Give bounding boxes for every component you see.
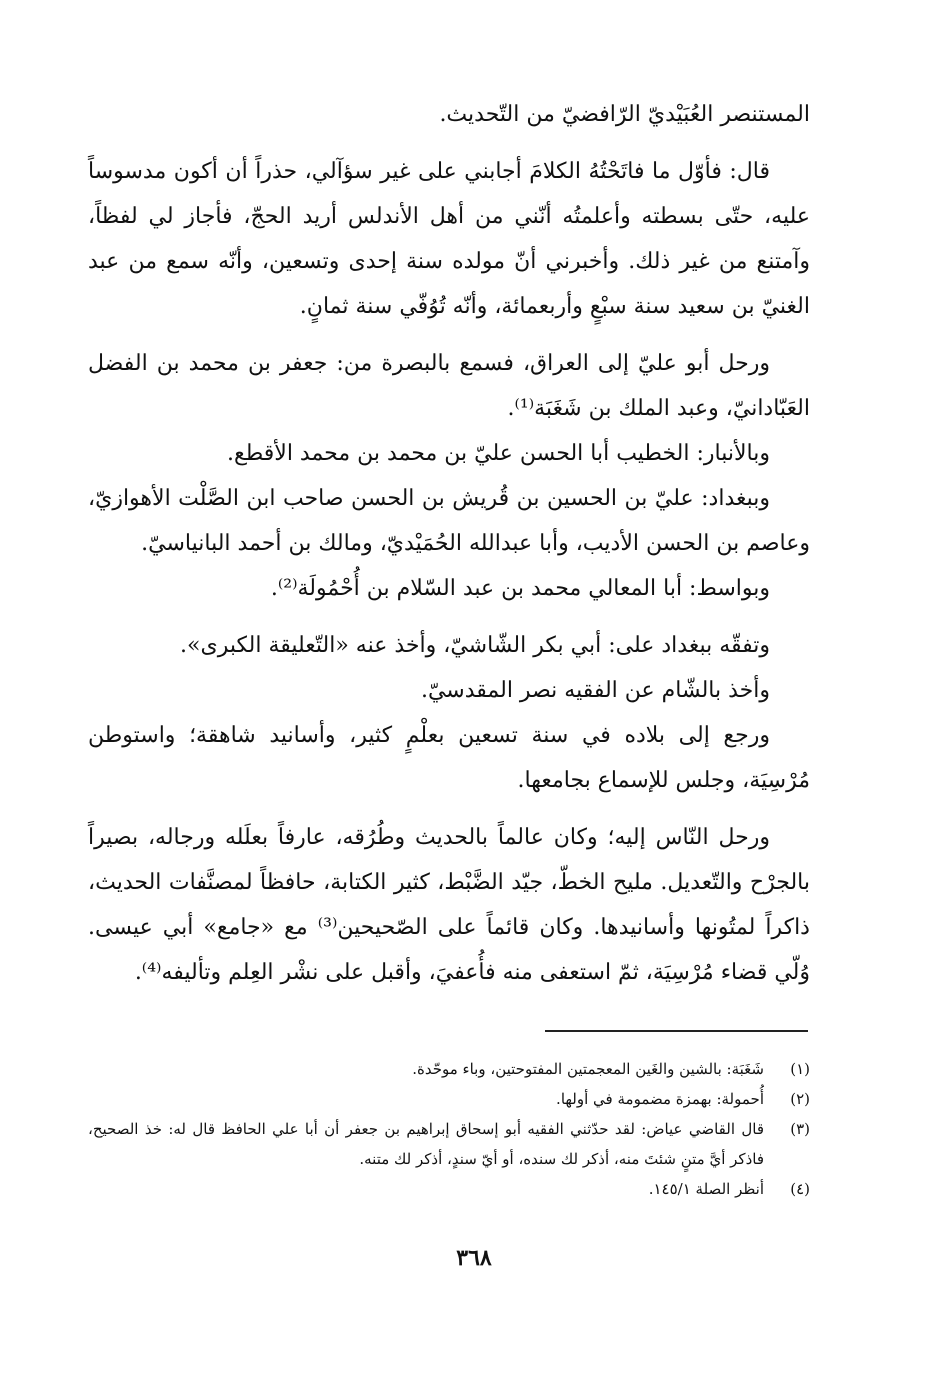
footnote-divider — [545, 1030, 808, 1032]
footnote — [88, 1174, 810, 1204]
footnote-number: (٢) — [790, 1090, 810, 1108]
footnote — [88, 1084, 810, 1114]
paragraph-3: ورحل أبو عليّ إلى العراق، فسمع بالبصرة من: جعفر بن محمد بن الفضل العَبّادانيّ، وعبد الملك بن شَغَبَة⁽¹⁾. — [88, 351, 810, 421]
page-number: ٣٦٨ — [456, 1245, 492, 1271]
paragraph-9: ورجع إلى بلاده في سنة تسعين بعلْمٍ كثير، وأسانيد شاهقة؛ واستوطن مُرْسِيَة، وجلس للإسماع بجامعها. — [88, 723, 810, 793]
paragraph-6: وبواسط: أبا المعالي محمد بن عبد السّلام بن أُحْمُولَة⁽²⁾. — [270, 576, 770, 601]
main-text — [88, 92, 810, 995]
footnote-number: (٣) — [790, 1120, 810, 1138]
footnote — [88, 1054, 810, 1084]
footnote-text: أُحمولة: بهمزة مضمومة في أولها. — [556, 1090, 764, 1108]
footnote-text: شَغَبَة: بالشين والغَين المعجمتين المفتوحتين، وباء موحّدة. — [412, 1060, 764, 1078]
paragraph-5: وببغداد: عليّ بن الحسين بن قُريش بن الحسن صاحب ابن الصَّلْت الأهوازيّ، وعاصم بن الحسن الأديب، وأبا عبدالله الحُمَيْديّ، ومالك بن أحمد البانياسيّ. — [88, 486, 810, 556]
footnote-text: قال القاضي عياض: لقد حدّثني الفقيه أبو إسحاق إبراهيم بن جعفر أن أبا علي الحافظ قال له: خذ الصحيح، فاذكر أيَّ متنٍ شئتَ منه، أذكر لك سنده، أو أيّ سندٍ، أذكر لك متنه. — [88, 1120, 764, 1168]
paragraph-4: وبالأنبار: الخطيب أبا الحسن عليّ بن محمد بن محمد الأقطع. — [227, 441, 770, 466]
paragraph-2: قال: فأوّل ما فاتَحْتُهُ الكلامَ أجابني على غير سؤآلي، حذراً أن أكون مدسوساً عليه، حتّى بسطته وأعلمتُه أنّني من أهل الأندلس أريد الحجّ، فأجاز لي لفظاً، وآمتنع من غير ذلك. وأخبرني أنّ مولده سنة إحدى وتسعين، وأنّه سمع من عبد الغنيّ بن سعيد سنة سبْعٍ وأربعمائة، وأنّه تُوُفّي سنة ثمانٍ. — [88, 159, 810, 319]
paragraph-7: وتفقّه ببغداد على: أبي بكر الشّاشيّ، وأخذ عنه «التّعليقة الكبرى». — [180, 633, 770, 658]
paragraph-10: ورحل النّاس إليه؛ وكان عالماً بالحديث وطُرُقه، عارفاً بعلَله ورجاله، بصيراً بالجرْح والتّعديل. مليح الخطّ، جيّد الضَّبْط، كثير الكتابة، حافظاً لمصنَّفات الحديث، ذاكراً لمتُونها وأسانيدها. وكان قائماً على الصّحيحين⁽³⁾ مع «جامع» أبي عيسى. وُلّي قضاء مُرْسِيَة، ثمّ استعفى منه فأُعفيَ، وأقبل على نشْر العِلم وتأليفه⁽⁴⁾. — [88, 825, 810, 985]
paragraph-8: وأخذ بالشّام عن الفقيه نصر المقدسيّ. — [420, 678, 770, 703]
footnotes — [88, 1054, 810, 1204]
footnote-number: (٤) — [790, 1180, 810, 1198]
footnote — [88, 1114, 810, 1174]
paragraph-1: المستنصر العُبَيْديّ الرّافضيّ من التّحديث. — [439, 102, 810, 127]
footnote-text: أنظر الصلة ١٤٥/١. — [648, 1180, 764, 1198]
footnote-number: (١) — [790, 1060, 810, 1078]
